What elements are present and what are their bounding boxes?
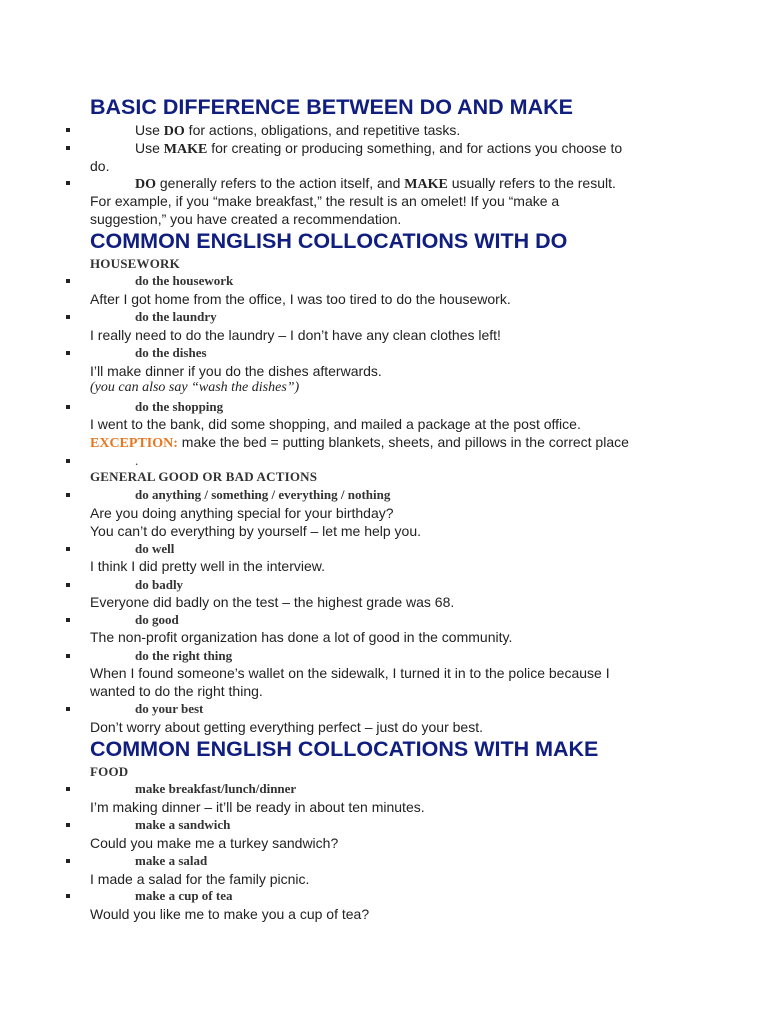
bullet-icon xyxy=(65,398,72,416)
bullet-icon xyxy=(65,486,72,504)
usage-note: (you can also say “wash the dishes”) xyxy=(90,380,300,395)
keyword-make: MAKE xyxy=(404,177,448,192)
bullet-icon xyxy=(65,174,72,192)
example-sentence: Everyone did badly on the test – the highest grade was 68. xyxy=(90,594,455,610)
example-sentence: When I found someone’s wallet on the sidewalk, I turned it in to the police because I xyxy=(90,665,610,681)
keyword-do: DO xyxy=(163,124,185,139)
example-sentence: The non-profit organization has done a lot of good in the community. xyxy=(90,629,513,645)
bullet-icon xyxy=(65,647,72,665)
bullet-icon xyxy=(65,852,72,870)
heading-collocations-do: COMMON ENGLISH COLLOCATIONS WITH DO xyxy=(90,229,568,253)
basic-point-2-continued: do. xyxy=(90,158,110,174)
bullet-icon xyxy=(65,272,72,290)
example-sentence: Could you make me a turkey sandwich? xyxy=(90,835,339,851)
example-sentence: You can’t do everything by yourself – let me help you. xyxy=(90,523,422,539)
basic-point-3-example: For example, if you “make breakfast,” the result is an omelet! If you “make a xyxy=(90,193,560,209)
collocation-term: do good xyxy=(135,612,179,627)
collocation-term: make a salad xyxy=(135,853,208,868)
collocation-term: do the laundry xyxy=(135,309,217,324)
keyword-do: DO xyxy=(135,177,156,192)
example-sentence: After I got home from the office, I was too tired to do the housework. xyxy=(90,291,511,307)
collocation-term: do the shopping xyxy=(135,399,224,414)
collocation-term: do the right thing xyxy=(135,648,233,663)
bullet-icon xyxy=(65,308,72,326)
collocation-term: do badly xyxy=(135,577,184,592)
bullet-icon xyxy=(65,540,72,558)
bullet-icon xyxy=(65,887,72,905)
bullet-icon xyxy=(65,780,72,798)
basic-point-2: Use MAKE for creating or producing something, and for actions you choose to xyxy=(135,140,623,157)
example-sentence: I think I did pretty well in the interview. xyxy=(90,558,325,574)
basic-point-3: DO generally refers to the action itself, and MAKE usually refers to the result. xyxy=(135,175,616,192)
bullet-icon xyxy=(65,700,72,718)
bullet-icon xyxy=(65,611,72,629)
collocation-term: make a sandwich xyxy=(135,817,231,832)
exception-note: EXCEPTION: make the bed = putting blankets, sheets, and pillows in the correct place xyxy=(90,434,629,451)
example-sentence: Are you doing anything special for your birthday? xyxy=(90,505,394,521)
collocation-term: do well xyxy=(135,541,175,556)
example-sentence: I’m making dinner – it’ll be ready in about ten minutes. xyxy=(90,799,425,815)
bullet-icon xyxy=(65,139,72,157)
empty-bullet-dot: . xyxy=(135,453,139,468)
example-sentence: I’ll make dinner if you do the dishes afterwards. xyxy=(90,363,382,379)
example-sentence: Don’t worry about getting everything perfect – just do your best. xyxy=(90,719,483,735)
heading-collocations-make: COMMON ENGLISH COLLOCATIONS WITH MAKE xyxy=(90,737,599,761)
collocation-term: do anything / something / everything / nothing xyxy=(135,487,391,502)
collocation-term: do the housework xyxy=(135,273,234,288)
example-sentence: I made a salad for the family picnic. xyxy=(90,871,310,887)
exception-label: EXCEPTION: xyxy=(90,436,178,451)
bullet-icon xyxy=(65,344,72,362)
collocation-term: do the dishes xyxy=(135,345,207,360)
heading-basic-difference: BASIC DIFFERENCE BETWEEN DO AND MAKE xyxy=(90,95,573,119)
subheading-housework: HOUSEWORK xyxy=(90,256,180,271)
bullet-icon xyxy=(65,121,72,139)
basic-point-1: Use DO for actions, obligations, and repetitive tasks. xyxy=(135,122,461,139)
basic-point-3-example-continued: suggestion,” you have created a recommendation. xyxy=(90,211,402,227)
bullet-icon xyxy=(65,816,72,834)
example-sentence: I went to the bank, did some shopping, and mailed a package at the post office. xyxy=(90,416,581,432)
bullet-icon xyxy=(65,576,72,594)
collocation-term: do your best xyxy=(135,701,204,716)
bullet-icon xyxy=(65,452,72,470)
example-sentence-continued: wanted to do the right thing. xyxy=(90,683,263,699)
subheading-food: FOOD xyxy=(90,764,129,779)
example-sentence: I really need to do the laundry – I don’t have any clean clothes left! xyxy=(90,327,501,343)
example-sentence: Would you like me to make you a cup of tea? xyxy=(90,906,370,922)
keyword-make: MAKE xyxy=(163,142,208,157)
collocation-term: make a cup of tea xyxy=(135,888,233,903)
collocation-term: make breakfast/lunch/dinner xyxy=(135,781,297,796)
subheading-general-actions: GENERAL GOOD OR BAD ACTIONS xyxy=(90,469,318,484)
